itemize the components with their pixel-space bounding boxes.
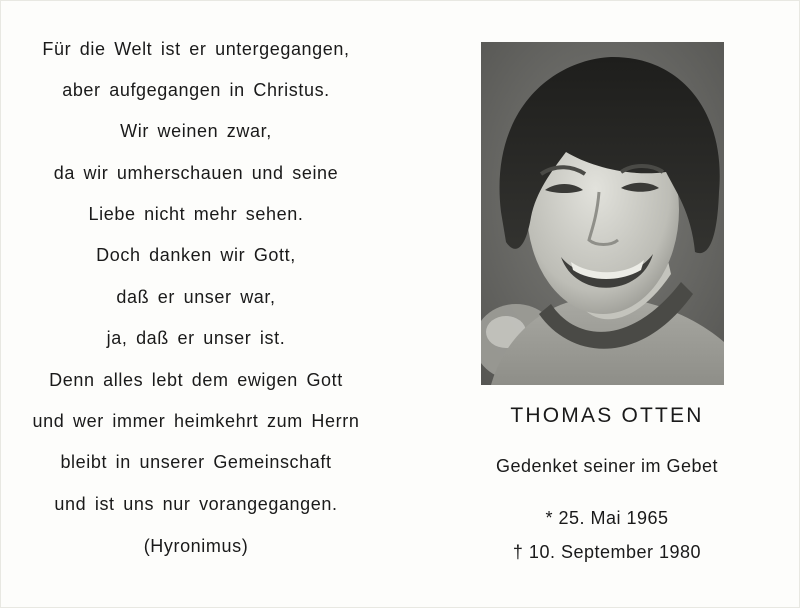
- poem-attribution: (Hyronimus): [143, 536, 249, 556]
- poem-line-10: und wer immer heimkehrt zum Herrn: [32, 411, 360, 431]
- death-date: † 10. September 1980: [512, 542, 702, 562]
- birth-date: * 25. Mai 1965: [545, 508, 669, 528]
- poem-line-8: ja, daß er unser ist.: [106, 328, 286, 348]
- poem-line-9: Denn alles lebt dem ewigen Gott: [49, 370, 343, 390]
- remembrance-text: Gedenket seiner im Gebet: [495, 456, 719, 476]
- poem-line-7: daß er unser war,: [116, 287, 276, 307]
- poem-line-4: da wir umherschauen und seine: [53, 163, 339, 183]
- poem-line-11: bleibt in unserer Gemeinschaft: [60, 452, 332, 472]
- poem-line-3: Wir weinen zwar,: [120, 121, 272, 141]
- poem-line-2: aber aufgegangen in Christus.: [62, 80, 330, 100]
- poem-line-1: Für die Welt ist er untergegangen,: [42, 39, 350, 59]
- poem-line-5: Liebe nicht mehr sehen.: [88, 204, 304, 224]
- portrait-photo: [481, 42, 724, 385]
- poem-line-12: und ist uns nur vorangegangen.: [54, 494, 338, 514]
- memorial-poem: [0, 0, 392, 608]
- person-name: THOMAS OTTEN: [510, 404, 704, 427]
- poem-line-6: Doch danken wir Gott,: [96, 245, 296, 265]
- portrait-photo-icon: [481, 42, 724, 385]
